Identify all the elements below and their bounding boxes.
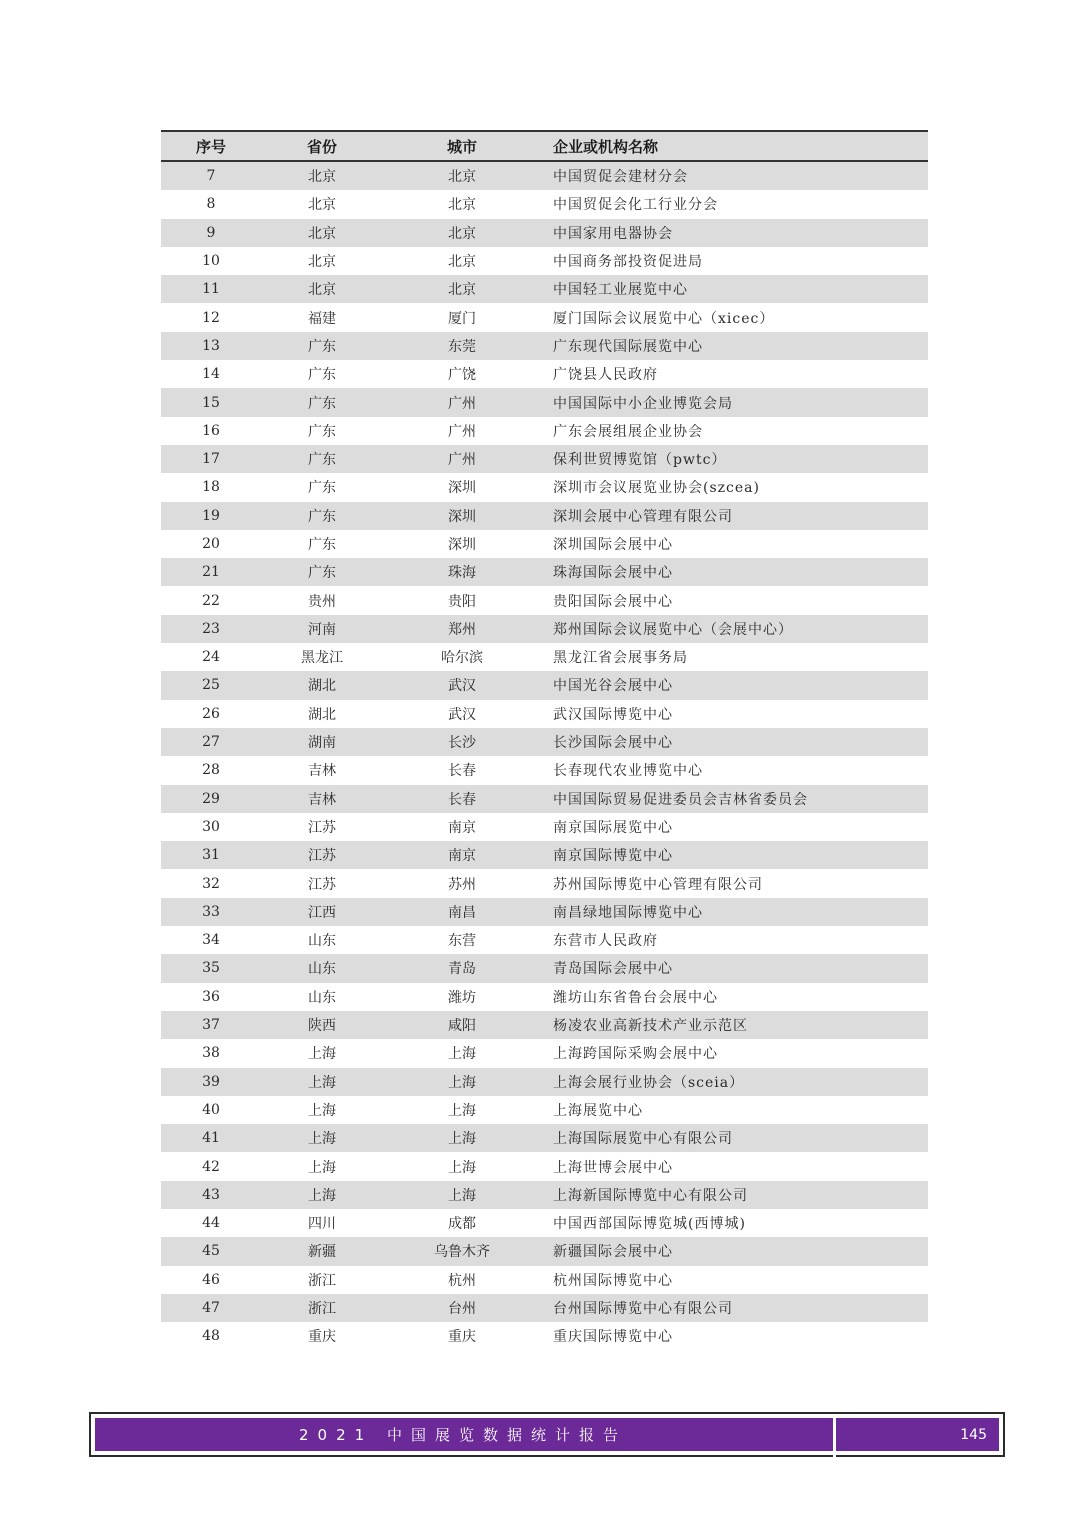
cell-province: 广东 [308,480,336,497]
cell-province: 上海 [308,1102,336,1119]
cell-province: 广东 [308,395,336,412]
cell-serial: 24 [202,649,220,666]
table-row [161,983,928,1011]
table-row [161,728,928,756]
cell-serial: 37 [202,1017,220,1034]
cell-serial: 32 [202,875,220,892]
cell-province: 上海 [308,1187,336,1204]
cell-serial: 16 [202,422,220,439]
cell-city: 杭州 [448,1272,476,1289]
table-header [161,131,928,161]
cell-city: 重庆 [448,1329,476,1346]
table-row [161,1266,928,1294]
cell-organization: 南京国际博览中心 [553,848,673,865]
page-footer [89,1412,1005,1457]
cell-province: 陕西 [308,1018,336,1035]
table-row [161,700,928,728]
cell-province: 福建 [308,310,336,327]
cell-serial: 33 [202,903,220,920]
table-row [161,1322,928,1350]
cell-serial: 43 [202,1186,220,1203]
table-row [161,1209,928,1237]
cell-city: 东莞 [448,338,476,355]
table-row [161,785,928,813]
cell-serial: 27 [202,734,220,751]
cell-city: 武汉 [448,678,476,695]
cell-province: 广东 [308,508,336,525]
cell-city: 成都 [448,1216,476,1233]
cell-city: 珠海 [448,565,476,582]
table-row [161,1294,928,1322]
cell-city: 东营 [448,933,476,950]
cell-organization: 黑龙江省会展事务局 [553,650,688,667]
table-row [161,1068,928,1096]
cell-city: 上海 [448,1102,476,1119]
cell-organization: 中国轻工业展览中心 [553,282,688,299]
cell-organization: 中国商务部投资促进局 [553,254,703,271]
cell-serial: 12 [202,309,220,326]
cell-city: 上海 [448,1187,476,1204]
cell-province: 北京 [308,225,336,242]
cell-organization: 中国家用电器协会 [553,225,673,242]
cell-organization: 贵阳国际会展中心 [553,593,673,610]
cell-serial: 21 [202,564,220,581]
table-row [161,161,928,190]
cell-city: 青岛 [448,961,476,978]
cell-serial: 35 [202,960,220,977]
table-row [161,388,928,416]
cell-province: 上海 [308,1131,336,1148]
cell-city: 深圳 [448,537,476,553]
cell-serial: 44 [202,1215,220,1232]
cell-province: 广东 [308,565,336,582]
cell-serial: 28 [202,762,220,779]
cell-organization: 杨凌农业高新技术产业示范区 [553,1018,748,1035]
cell-serial: 17 [202,451,220,468]
cell-province: 广东 [308,423,336,440]
cell-city: 上海 [448,1074,476,1091]
table-row [161,558,928,586]
table-row [161,360,928,388]
cell-city: 武汉 [448,706,476,723]
cell-province: 江苏 [308,819,336,836]
cell-serial: 19 [202,507,220,524]
cell-organization: 珠海国际会展中心 [553,565,673,582]
cell-organization: 郑州国际会议展览中心（会展中心） [553,621,793,638]
cell-organization: 上海跨国际采购会展中心 [553,1046,718,1063]
table-row [161,869,928,897]
cell-organization: 中国光谷会展中心 [553,678,673,695]
cell-serial: 40 [202,1101,220,1118]
cell-province: 浙江 [308,1301,336,1318]
cell-province: 湖北 [308,706,336,723]
cell-province: 湖南 [308,735,336,752]
header-organization: 企业或机构名称 [541,131,928,161]
table-body [161,161,928,1350]
cell-serial: 31 [202,847,220,864]
cell-province: 江苏 [308,848,336,865]
page-number: 145 [960,1426,987,1443]
cell-city: 台州 [448,1301,476,1318]
cell-city: 潍坊 [448,989,476,1006]
cell-serial: 18 [202,479,220,496]
cell-city: 深圳 [448,480,476,497]
cell-province: 黑龙江 [301,650,343,667]
cell-organization: 上海新国际博览中心有限公司 [553,1187,748,1204]
header-city: 城市 [383,131,541,161]
cell-organization: 广东会展组展企业协会 [553,423,703,440]
cell-city: 上海 [448,1131,476,1148]
cell-organization: 中国国际贸易促进委员会吉林省委员会 [553,791,808,808]
cell-city: 北京 [448,169,476,186]
table-row [161,926,928,954]
table-row [161,530,928,558]
table-row [161,1237,928,1265]
cell-serial: 42 [202,1158,220,1175]
cell-serial: 26 [202,705,220,722]
cell-organization: 长春现代农业博览中心 [553,763,703,780]
cell-city: 广州 [448,395,476,412]
cell-city: 长春 [448,763,476,780]
cell-city: 北京 [448,254,476,271]
cell-organization: 深圳会展中心管理有限公司 [553,508,733,525]
table-row [161,671,928,699]
cell-province: 江苏 [308,876,336,893]
cell-city: 苏州 [448,876,476,893]
cell-serial: 25 [202,677,220,694]
cell-organization: 广饶县人民政府 [553,367,658,384]
cell-serial: 23 [202,620,220,637]
cell-city: 南京 [448,848,476,865]
cell-serial: 45 [202,1243,220,1260]
table-row [161,445,928,473]
cell-province: 山东 [308,989,336,1006]
cell-serial: 11 [202,281,220,298]
cell-organization: 南昌绿地国际博览中心 [553,904,703,921]
cell-province: 河南 [308,621,336,638]
cell-serial: 36 [202,988,220,1005]
cell-city: 深圳 [448,508,476,525]
cell-city: 贵阳 [448,593,476,610]
header-serial: 序号 [161,131,261,161]
table-row [161,473,928,501]
cell-organization: 东营市人民政府 [553,933,658,950]
cell-province: 新疆 [308,1244,336,1261]
cell-province: 上海 [308,1159,336,1176]
cell-organization: 台州国际博览中心有限公司 [553,1301,733,1318]
cell-province: 上海 [308,1074,336,1091]
cell-organization: 苏州国际博览中心管理有限公司 [553,876,763,893]
cell-city: 南昌 [448,904,476,921]
cell-province: 广东 [308,452,336,469]
table-row [161,1181,928,1209]
table-row [161,417,928,445]
cell-serial: 46 [202,1271,220,1288]
cell-organization: 中国国际中小企业博览会局 [553,395,733,412]
cell-province: 浙江 [308,1272,336,1289]
cell-organization: 上海国际展览中心有限公司 [553,1131,733,1148]
cell-serial: 14 [202,366,220,383]
table-row [161,586,928,614]
cell-serial: 13 [202,337,220,354]
table-row [161,247,928,275]
cell-organization: 广东现代国际展览中心 [553,338,703,355]
cell-organization: 新疆国际会展中心 [553,1244,673,1261]
cell-organization: 上海展览中心 [553,1102,643,1119]
cell-organization: 中国贸促会建材分会 [553,169,688,186]
cell-city: 上海 [448,1159,476,1176]
cell-city: 长沙 [448,735,476,752]
cell-province: 吉林 [308,763,336,780]
cell-province: 广东 [308,367,336,384]
cell-organization: 长沙国际会展中心 [553,735,673,752]
cell-organization: 青岛国际会展中心 [553,961,673,978]
cell-city: 厦门 [448,310,476,327]
cell-organization: 上海世博会展中心 [553,1159,673,1176]
cell-organization: 深圳国际会展中心 [553,537,673,553]
cell-province: 山东 [308,933,336,950]
cell-province: 山东 [308,961,336,978]
cell-province: 吉林 [308,791,336,808]
table-row [161,954,928,982]
cell-city: 广州 [448,452,476,469]
cell-city: 北京 [448,225,476,242]
table-row [161,841,928,869]
cell-city: 北京 [448,282,476,299]
cell-city: 广饶 [448,367,476,384]
org-table-container [161,130,928,1350]
footer-divider [833,1414,836,1459]
table-row [161,303,928,331]
cell-serial: 20 [202,536,220,552]
cell-province: 江西 [308,904,336,921]
cell-province: 贵州 [308,593,336,610]
cell-city: 哈尔滨 [441,650,483,667]
cell-province: 广东 [308,338,336,355]
cell-city: 咸阳 [448,1018,476,1035]
report-title: 2021 中国展览数据统计报告 [299,1426,627,1444]
cell-serial: 7 [206,168,216,185]
cell-serial: 15 [202,394,220,411]
cell-organization: 上海会展行业协会（sceia） [553,1074,745,1091]
cell-organization: 南京国际展览中心 [553,819,673,836]
cell-organization: 杭州国际博览中心 [553,1272,673,1289]
table-row [161,219,928,247]
table-row [161,1011,928,1039]
footer-band [95,1418,999,1451]
cell-province: 湖北 [308,678,336,695]
cell-serial: 39 [202,1073,220,1090]
table-row [161,502,928,530]
cell-city: 长春 [448,791,476,808]
cell-city: 郑州 [448,621,476,638]
table-row [161,190,928,218]
cell-serial: 30 [202,818,220,835]
cell-province: 北京 [308,169,336,186]
cell-province: 广东 [308,537,336,553]
cell-serial: 10 [202,253,220,270]
table-row [161,898,928,926]
cell-organization: 中国贸促会化工行业分会 [553,197,718,214]
cell-city: 上海 [448,1046,476,1063]
cell-city: 北京 [448,197,476,214]
table-row [161,1124,928,1152]
cell-organization: 深圳市会议展览业协会(szcea) [553,480,760,497]
table-row [161,643,928,671]
cell-city: 广州 [448,423,476,440]
cell-serial: 29 [202,790,220,807]
cell-serial: 9 [206,224,216,241]
cell-province: 四川 [308,1216,336,1233]
cell-province: 北京 [308,197,336,214]
table-row [161,813,928,841]
table-row [161,332,928,360]
org-table [161,130,928,1350]
cell-serial: 48 [202,1328,220,1345]
cell-organization: 武汉国际博览中心 [553,706,673,723]
cell-province: 北京 [308,282,336,299]
cell-serial: 34 [202,932,220,949]
cell-organization: 潍坊山东省鲁台会展中心 [553,989,718,1006]
cell-serial: 41 [202,1130,220,1147]
table-row [161,1039,928,1067]
table-row [161,615,928,643]
cell-province: 上海 [308,1046,336,1063]
cell-serial: 38 [202,1045,220,1062]
cell-organization: 重庆国际博览中心 [553,1329,673,1346]
table-row [161,275,928,303]
cell-city: 乌鲁木齐 [434,1244,490,1261]
table-row [161,1152,928,1180]
cell-organization: 中国西部国际博览城(西博城) [553,1216,746,1233]
cell-city: 南京 [448,819,476,836]
cell-serial: 22 [202,592,220,609]
header-province: 省份 [261,131,383,161]
cell-serial: 47 [202,1300,220,1317]
cell-organization: 厦门国际会议展览中心（xicec） [553,310,775,327]
cell-province: 重庆 [308,1329,336,1346]
table-row [161,1096,928,1124]
cell-province: 北京 [308,254,336,271]
table-row [161,756,928,784]
cell-organization: 保利世贸博览馆（pwtc） [553,452,727,469]
cell-serial: 8 [206,196,216,213]
table-header-row [161,131,928,161]
